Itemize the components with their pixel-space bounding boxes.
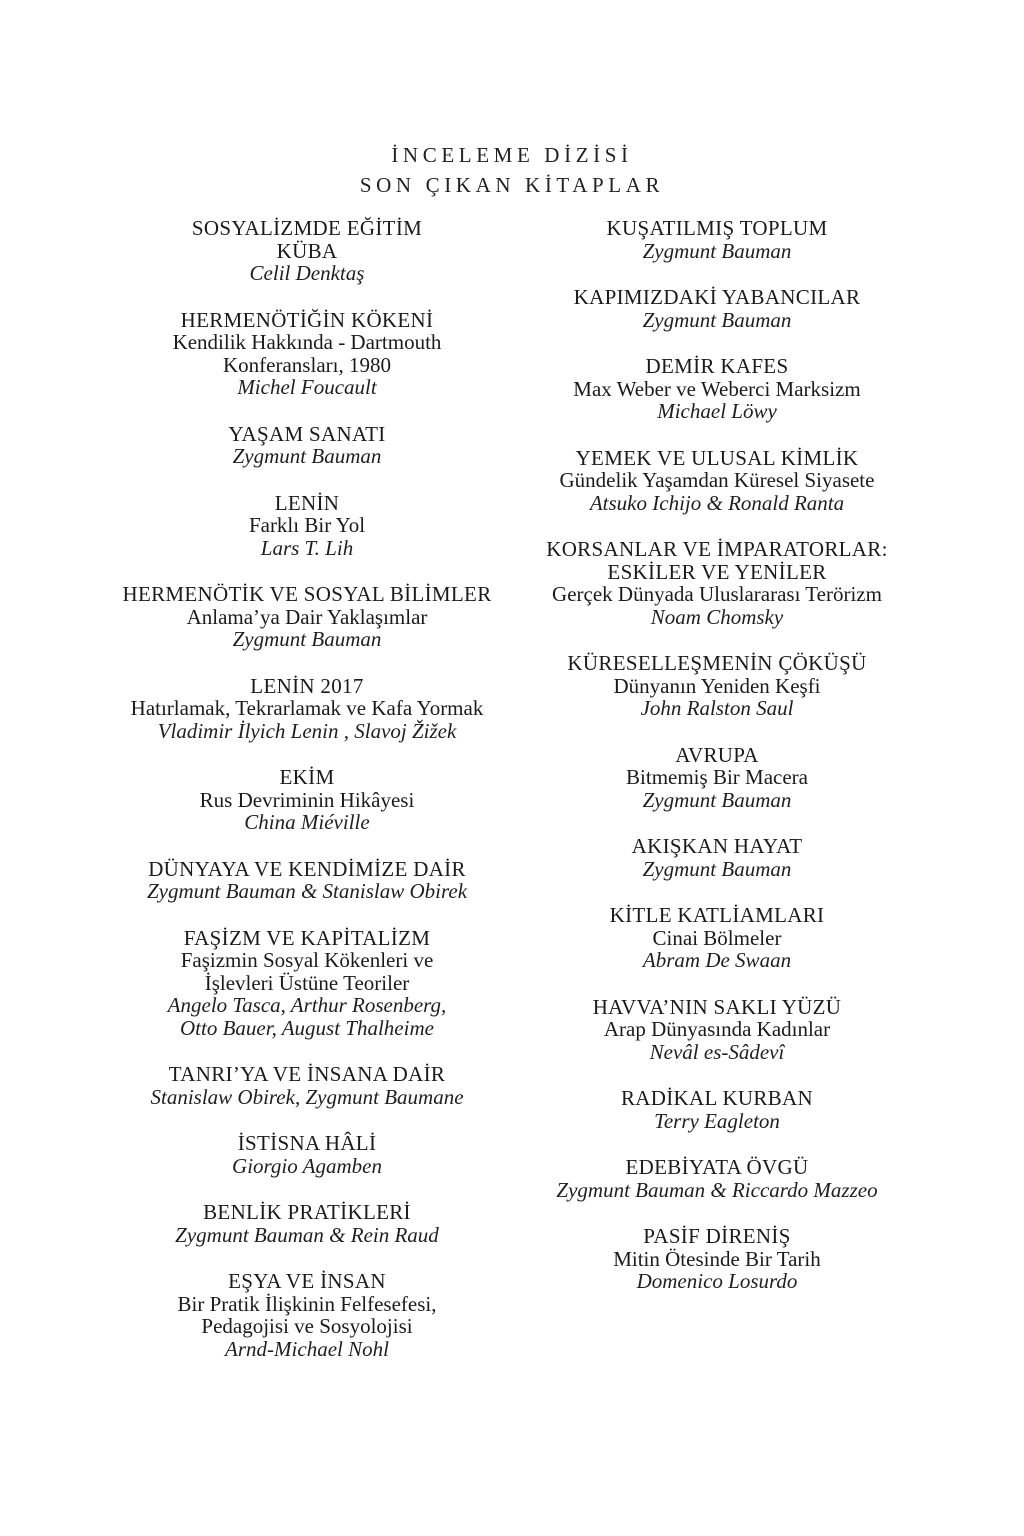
book-title-line: HERMENÖTİK VE SOSYAL BİLİMLER [122,582,492,606]
book-author-line: Michel Foucault [237,375,377,399]
book-subtitle-line: Gündelik Yaşamdan Küresel Siyasete [559,468,875,492]
book-author-line: Celil Denktaş [249,261,365,285]
book-entry [102,583,512,651]
book-entry [102,1201,512,1246]
book-entry [512,1087,922,1132]
book-list [102,217,922,1384]
book-title-line: FAŞİZM VE KAPİTALİZM [183,925,431,950]
book-entry [512,1156,922,1201]
book-subtitle-line: Bitmemiş Bir Macera [626,765,808,789]
book-subtitle-line: Max Weber ve Weberci Marksizm [573,376,861,401]
book-entry [102,1270,512,1360]
book-entry [512,1225,922,1293]
book-title-line: EKİM [279,765,335,789]
book-subtitle-line: Konferansları, 1980 [223,352,391,377]
book-title-line: ESKİLER VE YENİLER [607,559,827,584]
book-subtitle-line: Bir Pratik İlişkinin Felfesefesi, [177,1291,437,1316]
book-title-line: YAŞAM SANATI [228,421,386,446]
book-entry [102,675,512,743]
book-entry [102,217,512,285]
book-author-line: Zygmunt Bauman [642,238,792,263]
book-entry [102,1132,512,1177]
book-subtitle-line: Arap Dünyasında Kadınlar [603,1017,831,1041]
book-entry [512,538,922,628]
book-subtitle-line: Pedagojisi ve Sosyolojisi [201,1314,413,1338]
book-author-line: John Ralston Saul [640,696,794,720]
book-author-line: Zygmunt Bauman [642,787,792,812]
book-title-line: DÜNYAYA VE KENDİMİZE DAİR [148,856,466,881]
book-subtitle-line: Rus Devriminin Hikâyesi [199,787,415,812]
book-subtitle-line: Gerçek Dünyada Uluslararası Terörizm [552,582,882,606]
book-title-line: İSTİSNA HÂLİ [237,1131,377,1155]
book-entry [512,904,922,972]
book-entry [512,652,922,720]
book-author-line: Michael Löwy [657,399,777,423]
book-title-line: PASİF DİRENİŞ [643,1224,791,1248]
book-title-line: YEMEK VE ULUSAL KİMLİK [575,445,859,470]
book-title-line: LENİN [274,490,340,515]
page-header [0,140,1024,200]
book-author-line: Zygmunt Bauman & Riccardo Mazzeo [556,1177,878,1202]
book-author-line: Angelo Tasca, Arthur Rosenberg, [167,993,447,1017]
book-author-line: Giorgio Agamben [232,1153,382,1178]
book-author-line: Nevâl es-Sâdevî [649,1039,785,1064]
book-title-line: EDEBİYATA ÖVGÜ [625,1155,809,1179]
book-author-line: Zygmunt Bauman [232,444,382,468]
book-title-line: KÜRESELLEŞMENİN ÇÖKÜŞÜ [567,651,867,675]
book-author-line: Domenico Losurdo [636,1269,798,1293]
book-author-line: Vladimir İlyich Lenin , Slavoj Žižek [157,718,457,743]
book-title-line: HAVVA’NIN SAKLI YÜZÜ [592,994,842,1019]
book-entry [512,286,922,331]
book-title-line: KAPIMIZDAKİ YABANCILAR [573,285,861,309]
book-entry [512,355,922,423]
book-entry [512,835,922,880]
book-author-line: Terry Eagleton [654,1108,780,1133]
book-subtitle-line: Mitin Ötesinde Bir Tarih [613,1246,821,1271]
book-entry [102,423,512,468]
book-entry [512,447,922,515]
book-author-line: Stanislaw Obirek, Zygmunt Baumane [150,1084,464,1109]
book-title-line: EŞYA VE İNSAN [228,1269,386,1293]
left-column [102,217,512,1384]
book-title-line: KUŞATILMIŞ TOPLUM [606,216,828,240]
book-author-line: Zygmunt Bauman & Stanislaw Obirek [146,879,468,903]
book-author-line: Noam Chomsky [650,604,784,629]
book-subtitle-line: Faşizmin Sosyal Kökenleri ve [180,948,434,972]
book-author-line: China Miéville [244,810,370,834]
book-entry [102,309,512,399]
book-subtitle-line: Farklı Bir Yol [248,513,366,537]
book-entry [102,927,512,1040]
book-author-line: Zygmunt Bauman & Rein Raud [175,1222,439,1247]
right-column [512,217,922,1384]
book-title-line: TANRI’YA VE İNSANA DAİR [168,1062,446,1086]
book-entry [102,1063,512,1108]
book-entry [102,858,512,903]
book-author-line: Abram De Swaan [642,948,792,972]
book-entry [512,744,922,812]
book-subtitle-line: Anlama’ya Dair Yaklaşımlar [186,604,428,629]
book-entry [102,766,512,834]
book-author-line: Atsuko Ichijo & Ronald Ranta [589,490,845,515]
book-entry [512,217,922,262]
book-title-line: KORSANLAR VE İMPARATORLAR: [546,537,888,561]
book-author-line: Lars T. Lih [260,535,354,560]
book-title-line: DEMİR KAFES [645,354,789,378]
book-title-line: KÜBA [276,238,338,263]
book-title-line: AVRUPA [675,742,759,767]
book-title-line: SOSYALİZMDE EĞİTİM [191,216,423,240]
series-subtitle: SON ÇIKAN KİTAPLAR [359,173,665,197]
book-subtitle-line: Hatırlamak, Tekrarlamak ve Kafa Yormak [130,696,484,720]
book-subtitle-line: İşlevleri Üstüne Teoriler [204,970,410,995]
book-author-line: Zygmunt Bauman [642,856,792,881]
book-title-line: HERMENÖTİĞİN KÖKENİ [180,307,434,332]
book-title-line: RADİKAL KURBAN [620,1086,814,1110]
book-entry [512,996,922,1064]
book-subtitle-line: Kendilik Hakkında - Dartmouth [172,330,442,354]
book-author-line: Zygmunt Bauman [232,627,382,651]
book-author-line: Arnd-Michael Nohl [225,1336,389,1361]
book-title-line: KİTLE KATLİAMLARI [609,903,825,927]
book-title-line: LENİN 2017 [250,673,364,698]
series-title: İNCELEME DİZİSİ [391,143,633,167]
book-title-line: AKIŞKAN HAYAT [631,834,803,858]
book-subtitle-line: Cinai Bölmeler [652,925,782,950]
book-entry [102,492,512,560]
book-title-line: BENLİK PRATİKLERİ [203,1200,411,1224]
book-author-line: Zygmunt Bauman [642,307,792,332]
book-author-line: Otto Bauer, August Thalheime [180,1015,434,1040]
book-subtitle-line: Dünyanın Yeniden Keşfi [613,673,821,698]
